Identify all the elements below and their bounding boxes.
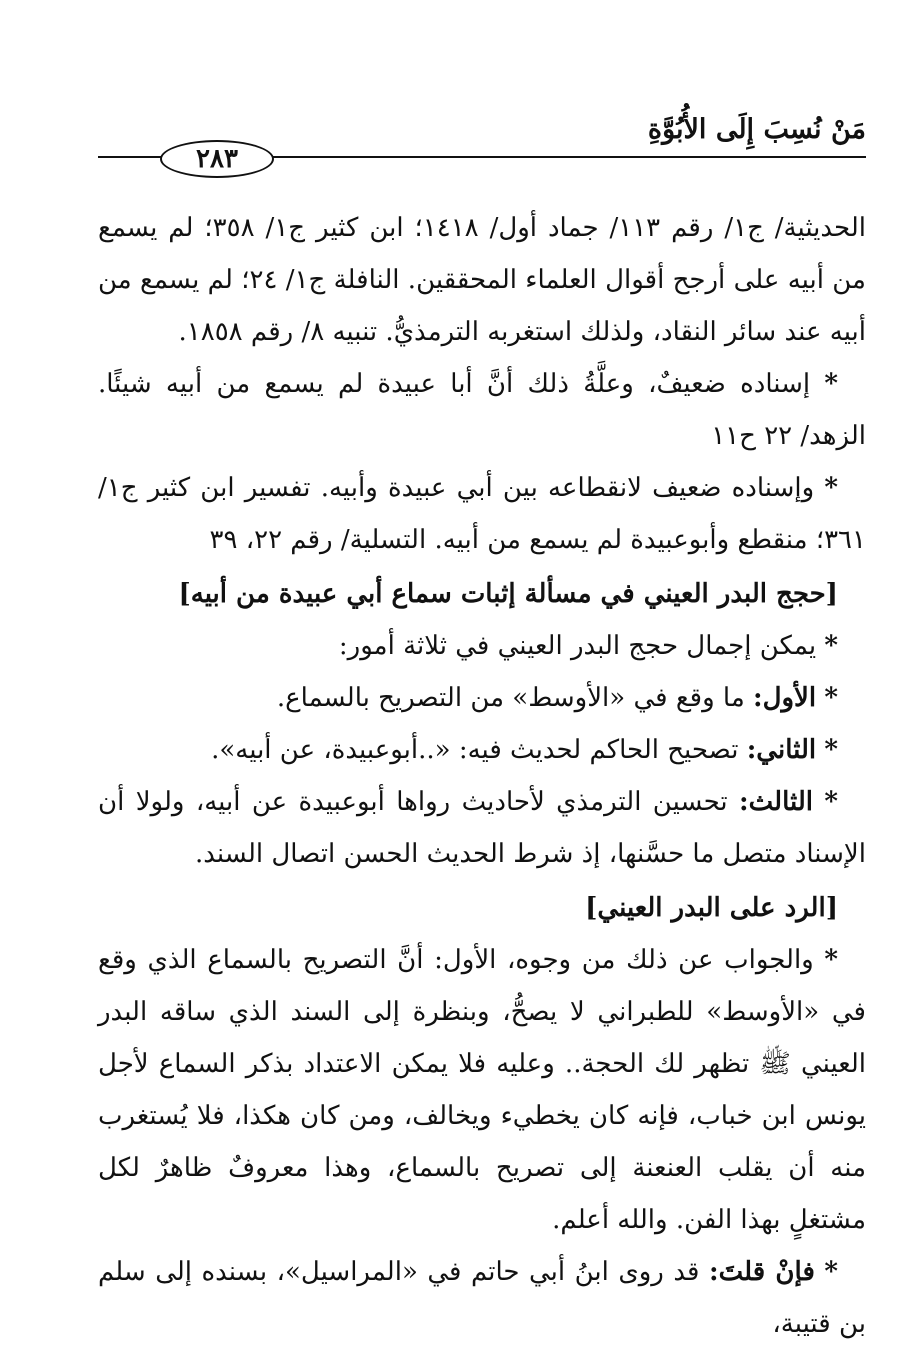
bullet-star: *	[824, 1257, 838, 1287]
paragraph-text: يمكن إجمال حجج البدر العيني في ثلاثة أمور:	[338, 631, 817, 661]
paragraph-text: تحسين الترمذي لأحاديث رواها أبوعبيدة عن أبيه، ولولا أن الإسناد متصل ما حسَّنها، إذ شرط الحديث الحسن اتصال السند.	[98, 787, 866, 869]
bullet-star: *	[824, 369, 839, 399]
bullet-star: *	[824, 735, 838, 765]
point-label: فإنْ قلتَ:	[708, 1257, 815, 1287]
page-header	[98, 104, 866, 184]
paragraph-text: تصحيح الحاكم لحديث فيه: «..أبوعبيدة، عن أبيه».	[211, 735, 739, 765]
bullet-star: *	[824, 683, 838, 713]
paragraph-text: إسناده ضعيفٌ، وعلَّةُ ذلك أنَّ أبا عبيدة لم يسمع من أبيه شيئًا. الزهد/ ٢٢ ح١١	[98, 369, 866, 451]
paragraph-first-point	[98, 672, 866, 724]
point-label: الثاني:	[746, 735, 817, 765]
paragraph-third-point	[98, 776, 866, 880]
paragraph-references: الحديثية/ ج١/ رقم ١١٣/ جماد أول/ ١٤١٨؛ ابن كثير ج١/ ٣٥٨؛ لم يسمع من أبيه على أرجح أقوال العلماء المحققين. النافلة ج١/ ٢٤؛ لم يسمع من أبيه عند سائر النقاد، ولذلك استغربه الترمذيُّ. تنبيه ٨/ رقم ١٨٥٨.	[98, 213, 866, 347]
paragraph-text: وإسناده ضعيف لانقطاعه بين أبي عبيدة وأبيه. تفسير ابن كثير ج١/ ٣٦١؛ منقطع وأبوعبيدة لم يسمع من أبيه. التسلية/ رقم ٢٢، ٣٩	[98, 473, 866, 555]
paragraph-isnad-weak	[98, 358, 866, 462]
point-label: الثالث:	[739, 787, 814, 817]
paragraph-objection	[98, 1246, 866, 1350]
page-number: ٢٨٣	[160, 140, 274, 178]
bullet-star: *	[824, 945, 839, 975]
bullet-star: *	[824, 787, 839, 817]
point-label: الأول:	[753, 683, 817, 713]
bullet-star: *	[824, 473, 838, 503]
paragraph-summary	[98, 620, 866, 672]
paragraph-text: قد روى ابنُ أبي حاتم في «المراسيل»، بسنده إلى سلم بن قتيبة،	[98, 1257, 866, 1339]
paragraph-second-point	[98, 724, 866, 776]
paragraph-isnad-broken	[98, 462, 866, 566]
section-heading-arguments: [حجج البدر العيني في مسألة إثبات سماع أبي عبيدة من أبيه]	[178, 579, 838, 609]
paragraph-answer	[98, 934, 866, 1246]
body-text	[98, 202, 866, 1350]
running-title: مَنْ نُسِبَ إِلَى الأُبُوَّةِ	[647, 114, 866, 145]
paragraph-text: والجواب عن ذلك من وجوه، الأول: أنَّ التصريح بالسماع الذي وقع في «الأوسط» للطبراني لا يصحُّ، وبنظرة إلى السند الذي ساقه البدر العيني ﷺ تظهر لك الحجة.. وعليه فلا يمكن الاعتداد بذكر السماع لأجل يونس ابن خباب، فإنه كان يخطيء ويخالف، ومن كان هكذا، فلا يُستغرب منه أن يقلب العنعنة إلى تصريح بالسماع، وهذا معروفٌ ظاهرٌ لكل مشتغلٍ بهذا الفن. والله أعلم.	[98, 945, 867, 1235]
section-heading-rebuttal: [الرد على البدر العيني]	[585, 893, 838, 923]
paragraph-text: ما وقع في «الأوسط» من التصريح بالسماع.	[276, 683, 745, 713]
bullet-star: *	[824, 631, 838, 661]
